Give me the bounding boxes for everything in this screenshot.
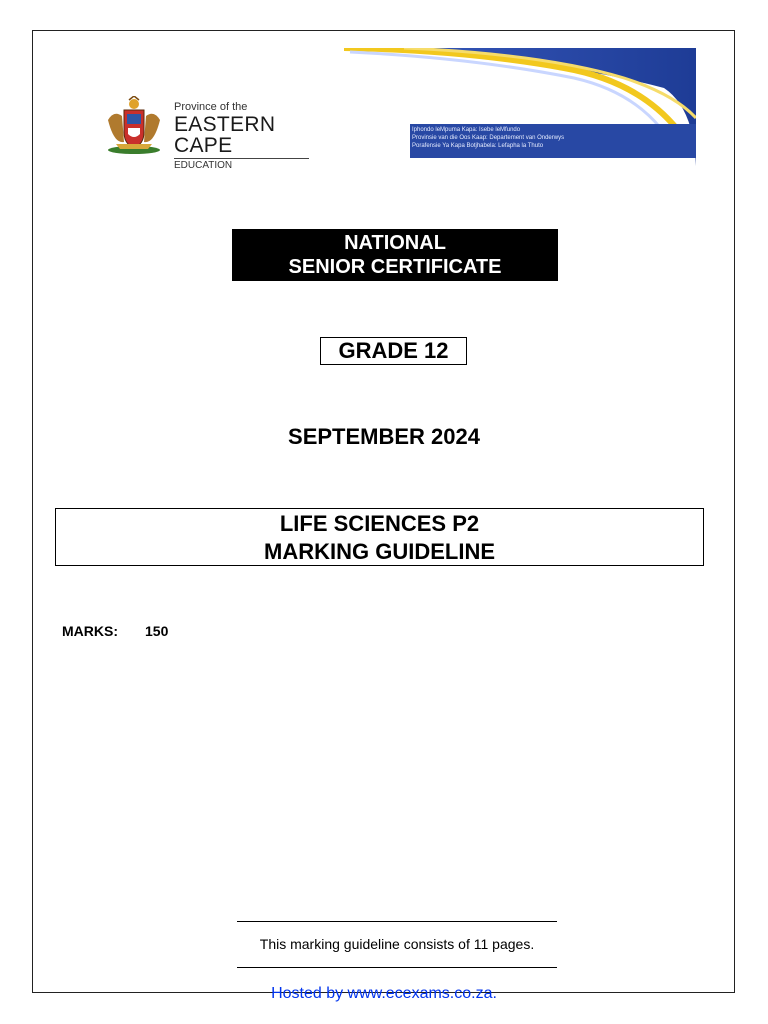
banner-line: Provinsie van die Oos Kaap: Departement van Onderwys (412, 135, 565, 141)
divider-top (237, 921, 557, 922)
banner-line: Iphondo leMpuma Kapa: Isebe leMfundo (412, 127, 521, 133)
subject-line-2: MARKING GUIDELINE (264, 539, 495, 564)
logo-name: EASTERN CAPE (174, 113, 276, 157)
logo-province: Province of the (174, 101, 248, 113)
grade-label: GRADE 12 (320, 337, 467, 365)
subject-title (55, 508, 704, 566)
coat-of-arms-icon (98, 96, 170, 156)
hosted-by-link[interactable]: Hosted by www.ecexams.co.za. (271, 985, 497, 1002)
marks-label: MARKS: (62, 623, 118, 639)
exam-date: SEPTEMBER 2024 (288, 424, 480, 449)
logo-department: EDUCATION (174, 158, 309, 171)
divider-bottom (237, 967, 557, 968)
page-count-note: This marking guideline consists of 11 pages. (259, 936, 535, 952)
certificate-title (232, 229, 558, 281)
banner-tagline (412, 126, 564, 150)
marks-value: 150 (145, 623, 169, 639)
eastern-cape-logo (98, 96, 338, 171)
title-line-1: NATIONAL (344, 232, 446, 254)
banner-line: Porafensie Ya Kapa Botjhabela: Lefapha la Thuto (412, 143, 544, 149)
title-line-2: SENIOR CERTIFICATE (288, 256, 502, 278)
subject-line-1: LIFE SCIENCES P2 (279, 511, 480, 536)
